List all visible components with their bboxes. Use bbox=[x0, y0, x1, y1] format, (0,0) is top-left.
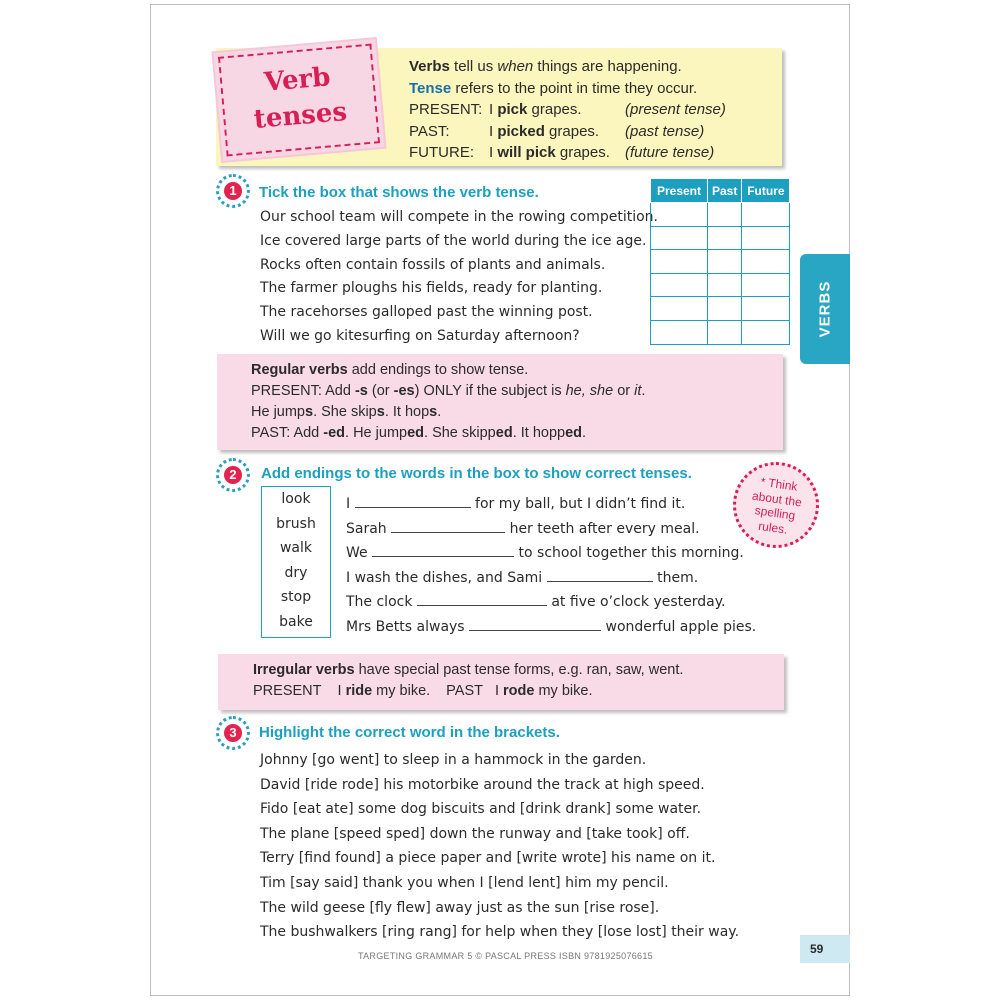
word-item: stop bbox=[280, 589, 312, 605]
side-tab-label: VERBS bbox=[816, 280, 834, 338]
sentence: The racehorses galloped past the winning post. bbox=[260, 304, 593, 321]
section-number: 3 bbox=[224, 724, 242, 742]
tick-box[interactable] bbox=[708, 203, 742, 227]
intro-present-row bbox=[409, 99, 779, 121]
section-number: 1 bbox=[224, 182, 242, 200]
rule-suffix: -s bbox=[354, 383, 368, 399]
tense-note: (future tense) bbox=[625, 144, 715, 161]
tense-term: Tense bbox=[409, 79, 452, 97]
tick-box[interactable] bbox=[742, 226, 790, 250]
tick-box[interactable] bbox=[651, 320, 708, 344]
table-row bbox=[651, 250, 790, 274]
example-text: . bbox=[582, 425, 587, 441]
example-verb: rode bbox=[503, 683, 535, 699]
example-post: grapes. bbox=[544, 122, 600, 140]
answer-blank[interactable] bbox=[469, 619, 601, 631]
example-text: I bbox=[337, 683, 346, 699]
sentence-end: at five o’clock yesterday. bbox=[546, 594, 726, 610]
example-post: grapes. bbox=[527, 101, 582, 118]
example-ending: ed bbox=[565, 425, 583, 441]
verbs-side-tab bbox=[800, 254, 850, 364]
irregular-examples bbox=[253, 681, 784, 702]
example-verb: picked bbox=[497, 122, 545, 140]
sentence[interactable]: David [ride rode] his motorbike around the track at high speed. bbox=[260, 776, 705, 793]
rule-text: . bbox=[641, 383, 646, 399]
tense-label: PRESENT bbox=[253, 683, 322, 699]
rule-text: ) ONLY if the subject is bbox=[414, 383, 566, 399]
header-future: Future bbox=[742, 179, 790, 203]
regular-verbs-term: Regular verbs bbox=[251, 362, 348, 378]
example-text: . It hopp bbox=[512, 425, 566, 441]
section-3-badge bbox=[216, 716, 250, 750]
word-item: look bbox=[281, 491, 311, 507]
rule-pronoun: it bbox=[634, 383, 642, 399]
intro-future-row bbox=[409, 142, 779, 164]
table-row bbox=[651, 297, 790, 321]
sentence: Rocks often contain fossils of plants and animals. bbox=[260, 256, 606, 273]
title-line-1: Verb bbox=[262, 62, 332, 98]
example-verb: pick bbox=[497, 101, 528, 118]
tick-box[interactable] bbox=[742, 320, 790, 344]
fill-sentence bbox=[346, 517, 756, 542]
table-row bbox=[651, 320, 790, 344]
rule-suffix: -es bbox=[393, 383, 415, 399]
title-stamp bbox=[218, 43, 380, 156]
section-1-title: Tick the box that shows the verb tense. bbox=[259, 184, 539, 201]
answer-blank[interactable] bbox=[391, 521, 505, 533]
word-item: brush bbox=[276, 515, 316, 532]
example-ending: s bbox=[429, 404, 438, 420]
example-text: . bbox=[437, 404, 442, 420]
sentence-end: wonderful apple pies. bbox=[601, 618, 757, 635]
intro-text-part: tell us bbox=[449, 58, 498, 75]
section-2-badge bbox=[216, 458, 250, 492]
example-text: . She skip bbox=[313, 404, 377, 420]
table-row bbox=[651, 203, 790, 227]
section-3-title: Highlight the correct word in the brackets. bbox=[259, 724, 560, 741]
rule-text: (or bbox=[367, 383, 394, 399]
example-text: . He jump bbox=[345, 425, 408, 441]
tick-box[interactable] bbox=[651, 250, 708, 274]
table-row bbox=[651, 226, 790, 250]
tick-box[interactable] bbox=[742, 203, 790, 227]
answer-blank[interactable] bbox=[372, 545, 514, 557]
word-box bbox=[261, 486, 331, 638]
example-text: I bbox=[494, 683, 504, 699]
tick-box[interactable] bbox=[742, 273, 790, 297]
sentence[interactable]: The bushwalkers [ring rang] for help when they [lose lost] their way. bbox=[260, 924, 740, 941]
sentence: Our school team will compete in the rowing competition. bbox=[260, 209, 658, 225]
sentence-start: I wash the dishes, and Sami bbox=[346, 569, 547, 586]
example-pre: I bbox=[489, 101, 498, 118]
sentence[interactable]: The wild geese [fly flew] away just as the sun [rise rose]. bbox=[260, 899, 660, 916]
tick-box[interactable] bbox=[651, 226, 708, 250]
irregular-heading bbox=[253, 660, 784, 681]
regular-heading bbox=[251, 360, 783, 381]
example-ending: -ed bbox=[323, 425, 346, 441]
regular-present-rule bbox=[251, 381, 783, 402]
sentence[interactable]: The plane [speed sped] down the runway and [take took] off. bbox=[260, 825, 690, 842]
sentence-start: We bbox=[346, 545, 373, 561]
sentence-end: her teeth after every meal. bbox=[505, 520, 700, 537]
intro-text-part: refers to the point in time they occur. bbox=[451, 79, 698, 97]
sentence[interactable]: Fido [eat ate] some dog biscuits and [drink drank] some water. bbox=[260, 801, 702, 818]
header-present: Present bbox=[651, 179, 708, 203]
tick-box[interactable] bbox=[651, 203, 708, 227]
sentence: Will we go kitesurfing on Saturday afternoon? bbox=[260, 327, 580, 344]
think-line: about the bbox=[751, 488, 803, 509]
tense-note: (present tense) bbox=[625, 101, 726, 118]
example-verb: will pick bbox=[497, 144, 556, 161]
sentence[interactable]: Johnny [go went] to sleep in a hammock in the garden. bbox=[260, 752, 647, 768]
word-item: dry bbox=[284, 564, 308, 581]
example-text: my bike. bbox=[372, 683, 431, 699]
think-spelling-badge bbox=[733, 462, 819, 548]
example-ending: ed bbox=[495, 425, 513, 441]
fill-sentence bbox=[346, 492, 756, 517]
tense-tick-table bbox=[650, 178, 790, 345]
example-pre: I bbox=[489, 122, 498, 140]
tick-box[interactable] bbox=[708, 250, 742, 274]
tick-box[interactable] bbox=[742, 297, 790, 321]
answer-blank[interactable] bbox=[355, 496, 471, 508]
rule-text: or bbox=[613, 383, 635, 399]
tense-label: PAST: bbox=[409, 122, 450, 140]
regular-past-examples bbox=[251, 423, 783, 444]
sentence-start: Sarah bbox=[346, 520, 392, 537]
example-text: . She skipp bbox=[424, 425, 496, 441]
header-past: Past bbox=[708, 179, 742, 203]
think-line: * Think bbox=[759, 474, 799, 494]
regular-verbs-box bbox=[217, 354, 783, 450]
section-1-badge bbox=[216, 174, 250, 208]
irregular-verbs-term: Irregular verbs bbox=[253, 662, 355, 678]
tense-note: (past tense) bbox=[625, 122, 705, 140]
intro-verbs-line bbox=[409, 56, 779, 78]
sentence[interactable]: Terry [find found] a piece paper and [write wrote] his name on it. bbox=[260, 850, 716, 867]
example-text: PAST: Add bbox=[251, 425, 324, 441]
table-row bbox=[651, 273, 790, 297]
tense-label: PRESENT: bbox=[409, 101, 483, 118]
example-text: my bike. bbox=[534, 683, 593, 699]
rule-text: have special past tense forms, e.g. ran, saw, went. bbox=[354, 662, 684, 678]
answer-blank[interactable] bbox=[417, 594, 547, 606]
think-text bbox=[736, 472, 815, 539]
fill-sentence bbox=[346, 615, 756, 640]
example-text: He jump bbox=[251, 404, 305, 420]
section-2-sentences bbox=[346, 492, 756, 639]
page-number: 59 bbox=[800, 935, 850, 963]
section-number: 2 bbox=[224, 466, 242, 484]
rule-pronoun: he, she bbox=[565, 383, 614, 399]
section-1-sentences bbox=[260, 206, 658, 349]
tick-box[interactable] bbox=[708, 297, 742, 321]
tick-box[interactable] bbox=[651, 273, 708, 297]
fill-sentence bbox=[346, 566, 756, 591]
sentence-start: The clock bbox=[346, 594, 417, 610]
tick-box[interactable] bbox=[708, 226, 742, 250]
example-pre: I bbox=[489, 144, 498, 161]
sentence: The farmer ploughs his fields, ready for planting. bbox=[260, 280, 603, 297]
irregular-verbs-box bbox=[218, 654, 784, 710]
sentence-start: Mrs Betts always bbox=[346, 618, 470, 635]
intro-text-part: things are happening. bbox=[533, 58, 682, 75]
word-item: bake bbox=[279, 613, 313, 630]
example-post: grapes. bbox=[555, 144, 610, 161]
sentence[interactable]: Tim [say said] thank you when I [lend lent] him my pencil. bbox=[260, 874, 669, 891]
intro-past-row bbox=[409, 121, 779, 143]
tense-label: PAST bbox=[446, 683, 483, 699]
intro-when: when bbox=[497, 58, 534, 75]
example-ending: s bbox=[376, 404, 385, 420]
tick-box[interactable] bbox=[708, 273, 742, 297]
sentence-start: I bbox=[346, 496, 355, 512]
tick-box[interactable] bbox=[651, 297, 708, 321]
tick-box[interactable] bbox=[708, 320, 742, 344]
example-verb: ride bbox=[345, 683, 373, 699]
tense-label: FUTURE: bbox=[409, 144, 474, 161]
example-ending: s bbox=[305, 404, 314, 420]
verbs-term: Verbs bbox=[409, 58, 450, 75]
example-ending: ed bbox=[407, 425, 425, 441]
section-3-sentences bbox=[260, 748, 739, 945]
rule-text: add endings to show tense. bbox=[347, 362, 529, 378]
page-title bbox=[221, 56, 377, 141]
fill-sentence bbox=[346, 590, 756, 615]
answer-blank[interactable] bbox=[547, 570, 653, 582]
footer-credit: TARGETING GRAMMAR 5 © PASCAL PRESS ISBN 9781925076615 bbox=[358, 951, 653, 961]
fill-sentence bbox=[346, 541, 756, 566]
example-text: . It hop bbox=[384, 404, 430, 420]
sentence: Ice covered large parts of the world during the ice age. bbox=[260, 232, 647, 249]
sentence-end: to school together this morning. bbox=[514, 545, 744, 561]
intro-tense-line bbox=[409, 78, 779, 100]
rule-text: PRESENT: Add bbox=[251, 383, 355, 399]
regular-present-examples bbox=[251, 402, 783, 423]
sentence-end: for my ball, but I didn’t find it. bbox=[470, 496, 686, 512]
sentence-end: them. bbox=[652, 569, 699, 586]
tick-box[interactable] bbox=[742, 250, 790, 274]
think-line: rules. bbox=[757, 518, 789, 537]
intro-text bbox=[409, 56, 779, 164]
table-header-row bbox=[651, 179, 790, 203]
title-line-2: tenses bbox=[252, 96, 349, 135]
think-line: spelling bbox=[753, 503, 797, 523]
section-2-title: Add endings to the words in the box to show correct tenses. bbox=[261, 465, 692, 482]
word-item: walk bbox=[279, 540, 313, 556]
